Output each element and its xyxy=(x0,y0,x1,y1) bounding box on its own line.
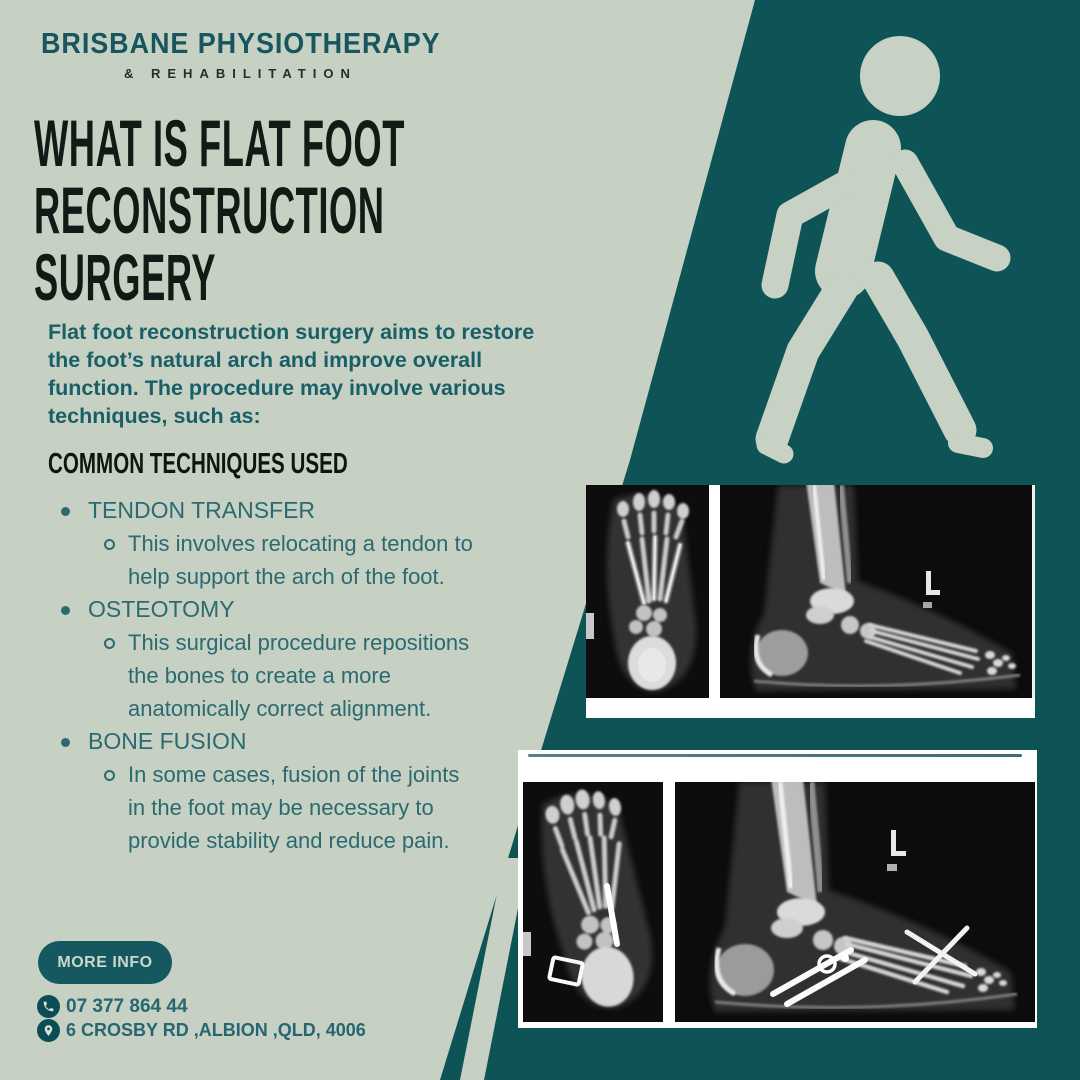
list-subitem-text: In some cases, fusion of the joints in the foot may be necessary to provide stability and reduce pain. xyxy=(128,762,460,853)
page-title-line-2: RECONSTRUCTION xyxy=(34,173,385,247)
phone-icon xyxy=(37,995,60,1018)
xray-preop-top-view xyxy=(586,485,709,698)
techniques-heading: COMMON TECHNIQUES USED xyxy=(48,448,348,480)
xray-image-postop xyxy=(518,750,1037,1028)
sub-bullet-icon xyxy=(104,770,115,781)
bullet-icon xyxy=(61,738,70,747)
brand-tagline: & REHABILITATION xyxy=(124,66,357,81)
list-item-title: TENDON TRANSFER xyxy=(88,497,316,523)
techniques-list xyxy=(0,494,560,857)
page-title-line-3: SURGERY xyxy=(34,240,217,314)
xray-image-preop xyxy=(586,485,1035,718)
list-item-title: OSTEOTOMY xyxy=(88,596,235,622)
more-info-button[interactable]: MORE INFO xyxy=(38,941,172,984)
list-item-bone-fusion xyxy=(0,725,560,758)
xray-panel-divider xyxy=(709,485,720,698)
xray-bottom-border xyxy=(586,698,1035,718)
phone-row xyxy=(37,995,188,1018)
brand-name: BRISBANE PHYSIOTHERAPY xyxy=(41,28,441,60)
list-item-title: BONE FUSION xyxy=(88,728,247,754)
sub-bullet-icon xyxy=(104,638,115,649)
list-item-osteotomy xyxy=(0,593,560,626)
intro-paragraph: Flat foot reconstruction surgery aims to restore the foot’s natural arch and improve overall function. The procedure may involve various techniques, such as: xyxy=(48,320,535,428)
phone-number: 07 377 864 44 xyxy=(66,995,188,1017)
sub-bullet-icon xyxy=(104,539,115,550)
location-pin-icon xyxy=(37,1019,60,1042)
xray-top-line xyxy=(528,754,1022,757)
list-subitem xyxy=(0,527,480,593)
list-subitem xyxy=(0,758,480,857)
list-subitem-text: This surgical procedure repositions the bones to create a more anatomically correct alignment. xyxy=(128,630,470,721)
address-text: 6 CROSBY RD ,ALBION ,QLD, 4006 xyxy=(66,1020,366,1040)
list-subitem xyxy=(0,626,480,725)
page-title-line-1: WHAT IS FLAT FOOT xyxy=(34,106,405,180)
walking-person-icon xyxy=(720,26,1020,478)
list-subitem-text: This involves relocating a tendon to help support the arch of the foot. xyxy=(128,531,473,589)
list-item-tendon-transfer xyxy=(0,494,560,527)
xray-postop-side-view xyxy=(675,782,1035,1022)
bullet-icon xyxy=(61,606,70,615)
brand-header xyxy=(41,28,481,81)
xray-right-border xyxy=(1032,485,1035,698)
bullet-icon xyxy=(61,507,70,516)
xray-preop-side-view xyxy=(720,485,1032,698)
page-title xyxy=(34,106,708,314)
address-row xyxy=(37,1019,366,1042)
